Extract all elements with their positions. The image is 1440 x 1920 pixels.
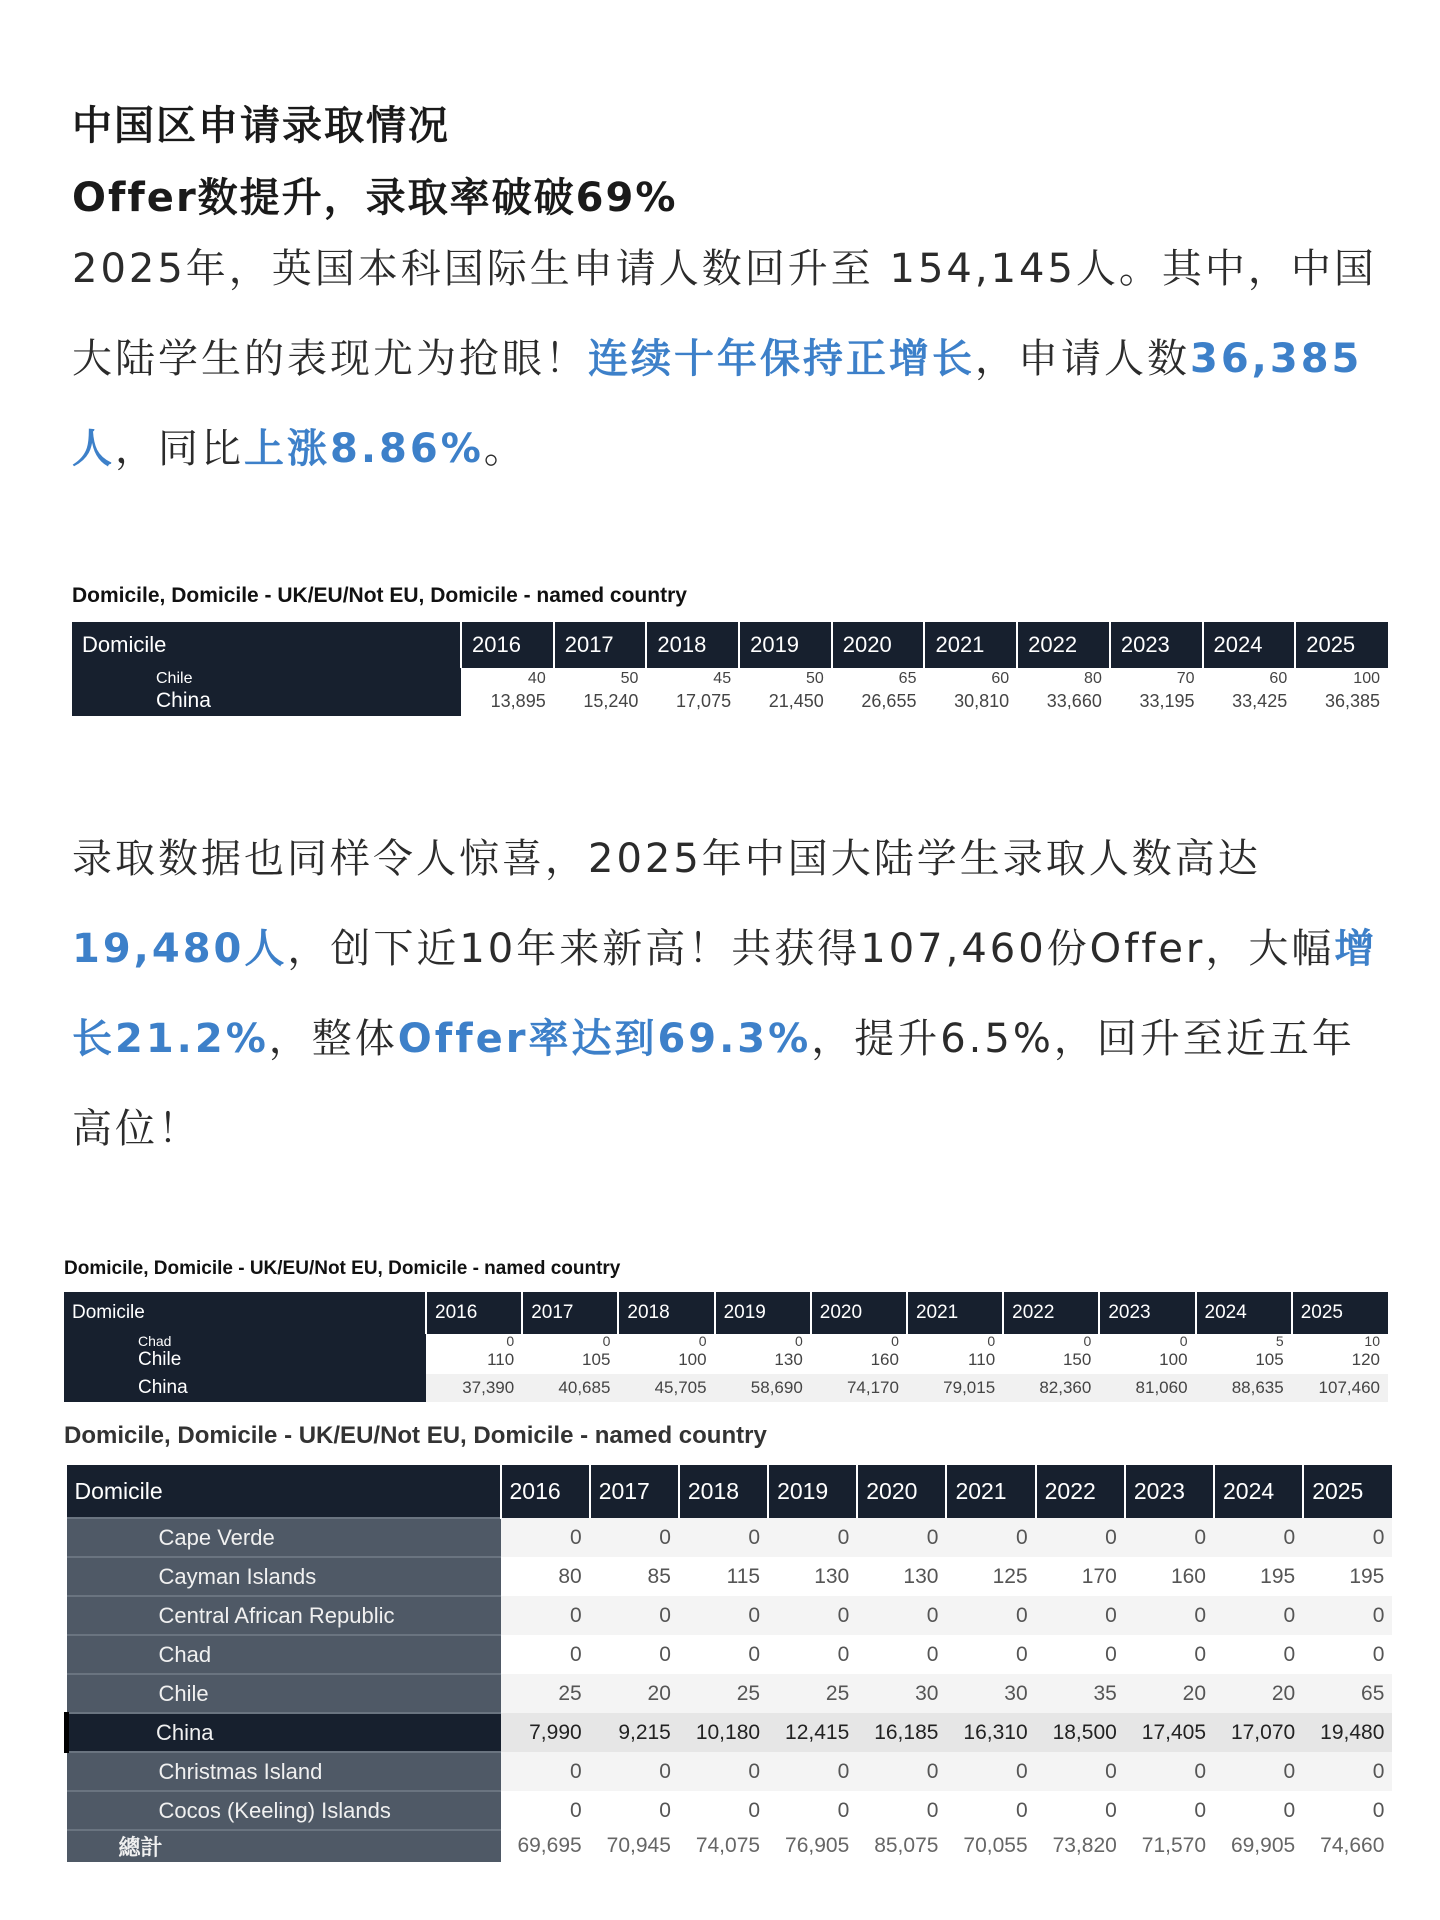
cell-value: 85 xyxy=(647,1564,671,1588)
cell-value: 25 xyxy=(501,1674,590,1713)
cell-value: 50 xyxy=(620,670,639,686)
row-label: Chile xyxy=(64,1346,426,1374)
application-paragraph xyxy=(72,224,1382,494)
para1-highlight-increase: 上涨8.86% xyxy=(244,426,484,472)
cell-value: 0 xyxy=(1283,1798,1296,1822)
cell-value: 30 xyxy=(946,1674,1035,1713)
cell-value: 0 xyxy=(857,1518,946,1557)
cell-value: 0 xyxy=(946,1596,1035,1635)
cell-value: 58,690 xyxy=(715,1374,811,1402)
cell-value: 0 xyxy=(501,1518,590,1557)
cell-value: 20 xyxy=(1125,1674,1214,1713)
table-row xyxy=(64,1346,1388,1374)
cell-value: 40,685 xyxy=(522,1374,618,1402)
cell-value: 20 xyxy=(1214,1674,1303,1713)
cell-value: 0 xyxy=(1372,1642,1385,1666)
table-header-row xyxy=(64,1292,1388,1334)
cell-value: 107,460 xyxy=(1292,1374,1388,1402)
table-header-row xyxy=(67,1465,1393,1518)
cell-value: 7,990 xyxy=(501,1713,590,1752)
column-header-year: 2023 xyxy=(1099,1292,1195,1334)
offers-table xyxy=(64,1292,1388,1402)
cell-value: 0 xyxy=(570,1642,582,1666)
para1-highlight-applicants: 36,385人 xyxy=(72,336,1363,472)
cell-value: 0 xyxy=(1083,1334,1092,1346)
cell-value: 0 xyxy=(590,1596,679,1635)
row-label: 總計 xyxy=(67,1830,501,1862)
cell-value: 0 xyxy=(768,1596,857,1635)
cell-value: 0 xyxy=(748,1642,761,1666)
column-header-year: 2016 xyxy=(501,1465,590,1518)
cell-value: 80 xyxy=(1084,670,1102,686)
cell-value: 33,195 xyxy=(1139,690,1195,711)
row-label: China xyxy=(67,1713,501,1752)
column-header-year: 2022 xyxy=(1036,1465,1125,1518)
cell-value: 45 xyxy=(713,670,732,686)
cell-value: 120 xyxy=(1351,1350,1380,1369)
cell-value: 12,415 xyxy=(768,1713,857,1752)
column-header-year: 2017 xyxy=(554,622,647,668)
cell-value: 0 xyxy=(794,1334,803,1346)
cell-value: 0 xyxy=(1125,1596,1214,1635)
column-header-year: 2020 xyxy=(811,1292,907,1334)
cell-value: 195 xyxy=(1349,1564,1385,1588)
column-header-year: 2021 xyxy=(946,1465,1035,1518)
column-header-domicile: Domicile xyxy=(64,1292,426,1334)
cell-value: 0 xyxy=(1214,1518,1303,1557)
cell-value: 65 xyxy=(1303,1674,1392,1713)
cell-value: 105 xyxy=(1255,1350,1284,1369)
heading-line-1: 中国区申请录取情况 xyxy=(72,103,450,149)
cell-value: 0 xyxy=(1179,1334,1188,1346)
acceptances-table xyxy=(64,1465,1392,1862)
column-header-year: 2017 xyxy=(522,1292,618,1334)
cell-value: 30 xyxy=(857,1674,946,1713)
table-row xyxy=(64,1334,1388,1346)
cell-value: 110 xyxy=(487,1350,515,1369)
cell-value: 17,075 xyxy=(676,690,732,711)
cell-value: 17,070 xyxy=(1214,1713,1303,1752)
cell-value: 0 xyxy=(768,1518,857,1557)
table-row xyxy=(67,1713,1393,1752)
cell-value: 0 xyxy=(590,1518,679,1557)
column-header-year: 2017 xyxy=(590,1465,679,1518)
column-header-year: 2023 xyxy=(1125,1465,1214,1518)
column-header-year: 2024 xyxy=(1203,622,1296,668)
row-label: Central African Republic xyxy=(67,1596,501,1635)
cell-value: 170 xyxy=(1081,1564,1117,1588)
cell-value: 0 xyxy=(837,1798,850,1822)
column-header-domicile: Domicile xyxy=(67,1465,501,1518)
cell-value: 33,660 xyxy=(1046,690,1102,711)
column-header-year: 2025 xyxy=(1292,1292,1388,1334)
cell-value: 50 xyxy=(805,670,824,686)
table-row xyxy=(67,1830,1393,1862)
table2-caption: Domicile, Domicile - UK/EU/Not EU, Domicile - named country xyxy=(64,1258,621,1279)
cell-value: 70 xyxy=(1176,670,1195,686)
cell-value: 16,185 xyxy=(857,1713,946,1752)
cell-value: 100 xyxy=(1159,1350,1188,1369)
column-header-year: 2022 xyxy=(1003,1292,1099,1334)
cell-value: 81,060 xyxy=(1099,1374,1195,1402)
para1-text-2: ，申请人数 xyxy=(975,336,1190,382)
row-label: Cocos (Keeling) Islands xyxy=(67,1791,501,1830)
column-header-year: 2016 xyxy=(426,1292,522,1334)
cell-value: 0 xyxy=(659,1798,671,1822)
cell-value: 0 xyxy=(926,1642,939,1666)
cell-value: 21,450 xyxy=(768,690,824,711)
table-row xyxy=(67,1635,1393,1674)
cell-value: 0 xyxy=(837,1642,850,1666)
cell-value: 25 xyxy=(679,1674,768,1713)
para2-highlight-growth: 增长21.2% xyxy=(72,926,1378,1062)
column-header-year: 2019 xyxy=(715,1292,811,1334)
row-label: Chad xyxy=(67,1635,501,1674)
cell-value: 13,895 xyxy=(490,690,546,711)
column-header-year: 2019 xyxy=(739,622,832,668)
column-header-year: 2020 xyxy=(857,1465,946,1518)
cell-value: 9,215 xyxy=(590,1713,679,1752)
cell-value: 115 xyxy=(726,1564,761,1588)
column-header-year: 2020 xyxy=(832,622,925,668)
cell-value: 0 xyxy=(857,1752,946,1791)
cell-value: 0 xyxy=(1015,1798,1028,1822)
cell-value: 0 xyxy=(1214,1752,1303,1791)
para1-text-1: 2025年，英国本科国际生申请人数回升至 154,145人。其中，中国大陆学生的表现尤为抢眼！ xyxy=(72,246,1377,382)
row-label: Cayman Islands xyxy=(67,1557,501,1596)
cell-value: 60 xyxy=(1269,670,1288,686)
column-header-year: 2021 xyxy=(907,1292,1003,1334)
cell-value: 0 xyxy=(1036,1596,1125,1635)
column-header-year: 2018 xyxy=(646,622,739,668)
table-row xyxy=(64,1374,1388,1402)
cell-value: 0 xyxy=(679,1518,768,1557)
cell-value: 37,390 xyxy=(426,1374,522,1402)
cell-value: 0 xyxy=(570,1798,582,1822)
row-label: China xyxy=(64,1374,426,1402)
cell-value: 0 xyxy=(1372,1798,1385,1822)
cell-value: 69,695 xyxy=(517,1834,582,1857)
column-header-year: 2022 xyxy=(1017,622,1110,668)
cell-value: 0 xyxy=(1015,1642,1028,1666)
cell-value: 150 xyxy=(1062,1350,1092,1369)
cell-value: 0 xyxy=(1125,1518,1214,1557)
cell-value: 130 xyxy=(774,1350,803,1369)
cell-value: 0 xyxy=(748,1798,761,1822)
cell-value: 85,075 xyxy=(874,1834,939,1857)
cell-value: 69,905 xyxy=(1230,1834,1296,1857)
column-header-year: 2016 xyxy=(461,622,554,668)
cell-value: 0 xyxy=(659,1642,671,1666)
cell-value: 0 xyxy=(1303,1752,1392,1791)
cell-value: 0 xyxy=(1194,1798,1206,1822)
cell-value: 17,405 xyxy=(1125,1713,1214,1752)
row-label: Chile xyxy=(72,668,461,686)
cell-value: 79,015 xyxy=(907,1374,1003,1402)
cell-value: 0 xyxy=(946,1518,1035,1557)
cell-value: 33,425 xyxy=(1232,690,1288,711)
cell-value: 0 xyxy=(1125,1752,1214,1791)
cell-value: 30,810 xyxy=(954,690,1010,711)
heading-line-2: Offer数提升，录取率破破69% xyxy=(72,175,678,221)
cell-value: 0 xyxy=(1194,1642,1206,1666)
cell-value: 73,820 xyxy=(1052,1834,1117,1857)
cell-value: 74,660 xyxy=(1320,1834,1385,1857)
para2-text-4: ，提升6.5%，回升至近五年高位！ xyxy=(72,1016,1355,1152)
cell-value: 0 xyxy=(679,1596,768,1635)
cell-value: 80 xyxy=(558,1564,582,1588)
cell-value: 70,945 xyxy=(606,1834,671,1857)
cell-value: 0 xyxy=(768,1752,857,1791)
table-row xyxy=(67,1596,1393,1635)
cell-value: 10,180 xyxy=(679,1713,768,1752)
table-row xyxy=(67,1752,1393,1791)
table-row xyxy=(72,686,1388,716)
column-header-year: 2021 xyxy=(924,622,1017,668)
row-label: Cape Verde xyxy=(67,1518,501,1557)
cell-value: 0 xyxy=(679,1752,768,1791)
cell-value: 18,500 xyxy=(1036,1713,1125,1752)
row-label: Chile xyxy=(67,1674,501,1713)
cell-value: 0 xyxy=(1303,1518,1392,1557)
cell-value: 15,240 xyxy=(583,690,639,711)
cell-value: 130 xyxy=(903,1564,939,1588)
cell-value: 82,360 xyxy=(1003,1374,1099,1402)
cell-value: 0 xyxy=(1105,1642,1117,1666)
cell-value: 60 xyxy=(991,670,1010,686)
cell-value: 125 xyxy=(992,1564,1028,1588)
column-header-year: 2024 xyxy=(1196,1292,1292,1334)
cell-value: 74,075 xyxy=(695,1834,761,1857)
cell-value: 160 xyxy=(1170,1564,1206,1588)
cell-value: 0 xyxy=(590,1752,679,1791)
cell-value: 0 xyxy=(1105,1798,1117,1822)
cell-value: 0 xyxy=(602,1334,611,1346)
cell-value: 70,055 xyxy=(963,1834,1028,1857)
table-row xyxy=(67,1791,1393,1830)
cell-value: 25 xyxy=(768,1674,857,1713)
section-heading xyxy=(72,90,1382,234)
para2-highlight-admitted: 19,480人 xyxy=(72,926,288,972)
table-header-row xyxy=(72,622,1388,668)
cell-value: 0 xyxy=(946,1752,1035,1791)
cell-value: 100 xyxy=(678,1350,707,1369)
cell-value: 35 xyxy=(1036,1674,1125,1713)
row-label: Chad xyxy=(64,1334,426,1346)
cell-value: 16,310 xyxy=(946,1713,1035,1752)
column-header-domicile: Domicile xyxy=(72,622,461,668)
cell-value: 0 xyxy=(1036,1518,1125,1557)
cell-value: 88,635 xyxy=(1196,1374,1292,1402)
table3-caption: Domicile, Domicile - UK/EU/Not EU, Domicile - named country xyxy=(64,1422,767,1449)
column-header-year: 2025 xyxy=(1303,1465,1392,1518)
table1-caption: Domicile, Domicile - UK/EU/Not EU, Domicile - named country xyxy=(72,584,687,607)
cell-value: 65 xyxy=(898,670,917,686)
para1-highlight-growth: 连续十年保持正增长 xyxy=(588,336,975,382)
cell-value: 36,385 xyxy=(1324,690,1380,711)
cell-value: 160 xyxy=(870,1350,899,1369)
cell-value: 26,655 xyxy=(861,690,917,711)
cell-value: 0 xyxy=(1283,1642,1296,1666)
table-row xyxy=(67,1674,1393,1713)
table-row xyxy=(67,1518,1393,1557)
cell-value: 0 xyxy=(987,1334,996,1346)
cell-value: 130 xyxy=(814,1564,850,1588)
cell-value: 0 xyxy=(698,1334,707,1346)
para2-highlight-offer-rate: Offer率达到69.3% xyxy=(397,1016,812,1062)
cell-value: 0 xyxy=(1036,1752,1125,1791)
cell-value: 71,570 xyxy=(1141,1834,1206,1857)
cell-value: 10 xyxy=(1364,1334,1380,1346)
column-header-year: 2018 xyxy=(618,1292,714,1334)
cell-value: 0 xyxy=(506,1334,515,1346)
cell-value: 0 xyxy=(501,1596,590,1635)
column-header-year: 2025 xyxy=(1295,622,1388,668)
row-label: China xyxy=(72,686,461,716)
column-header-year: 2023 xyxy=(1110,622,1203,668)
cell-value: 0 xyxy=(891,1334,899,1346)
cell-value: 0 xyxy=(1303,1596,1392,1635)
cell-value: 45,705 xyxy=(618,1374,714,1402)
cell-value: 195 xyxy=(1260,1564,1296,1588)
cell-value: 100 xyxy=(1353,670,1380,686)
column-header-year: 2024 xyxy=(1214,1465,1303,1518)
cell-value: 76,905 xyxy=(785,1834,850,1857)
offer-paragraph xyxy=(72,814,1382,1174)
cell-value: 0 xyxy=(857,1596,946,1635)
cell-value: 105 xyxy=(582,1350,611,1369)
row-label: Christmas Island xyxy=(67,1752,501,1791)
cell-value: 19,480 xyxy=(1303,1713,1392,1752)
applications-table xyxy=(72,622,1388,716)
cell-value: 5 xyxy=(1275,1334,1284,1346)
para1-text-3: ，同比 xyxy=(115,426,244,472)
column-header-year: 2018 xyxy=(679,1465,768,1518)
cell-value: 0 xyxy=(1214,1596,1303,1635)
para1-text-4: 。 xyxy=(483,426,527,472)
column-header-year: 2019 xyxy=(768,1465,857,1518)
table-row xyxy=(72,668,1388,686)
table-row xyxy=(67,1557,1393,1596)
cell-value: 110 xyxy=(968,1350,996,1369)
cell-value: 0 xyxy=(926,1798,939,1822)
para2-text-2: ，创下近10年来新高！共获得107,460份Offer，大幅 xyxy=(287,926,1335,972)
para2-text-1: 录取数据也同样令人惊喜，2025年中国大陆学生录取人数高达 xyxy=(72,836,1261,882)
cell-value: 0 xyxy=(501,1752,590,1791)
para2-text-3: ，整体 xyxy=(268,1016,398,1062)
cell-value: 40 xyxy=(527,670,546,686)
cell-value: 20 xyxy=(590,1674,679,1713)
cell-value: 74,170 xyxy=(811,1374,907,1402)
